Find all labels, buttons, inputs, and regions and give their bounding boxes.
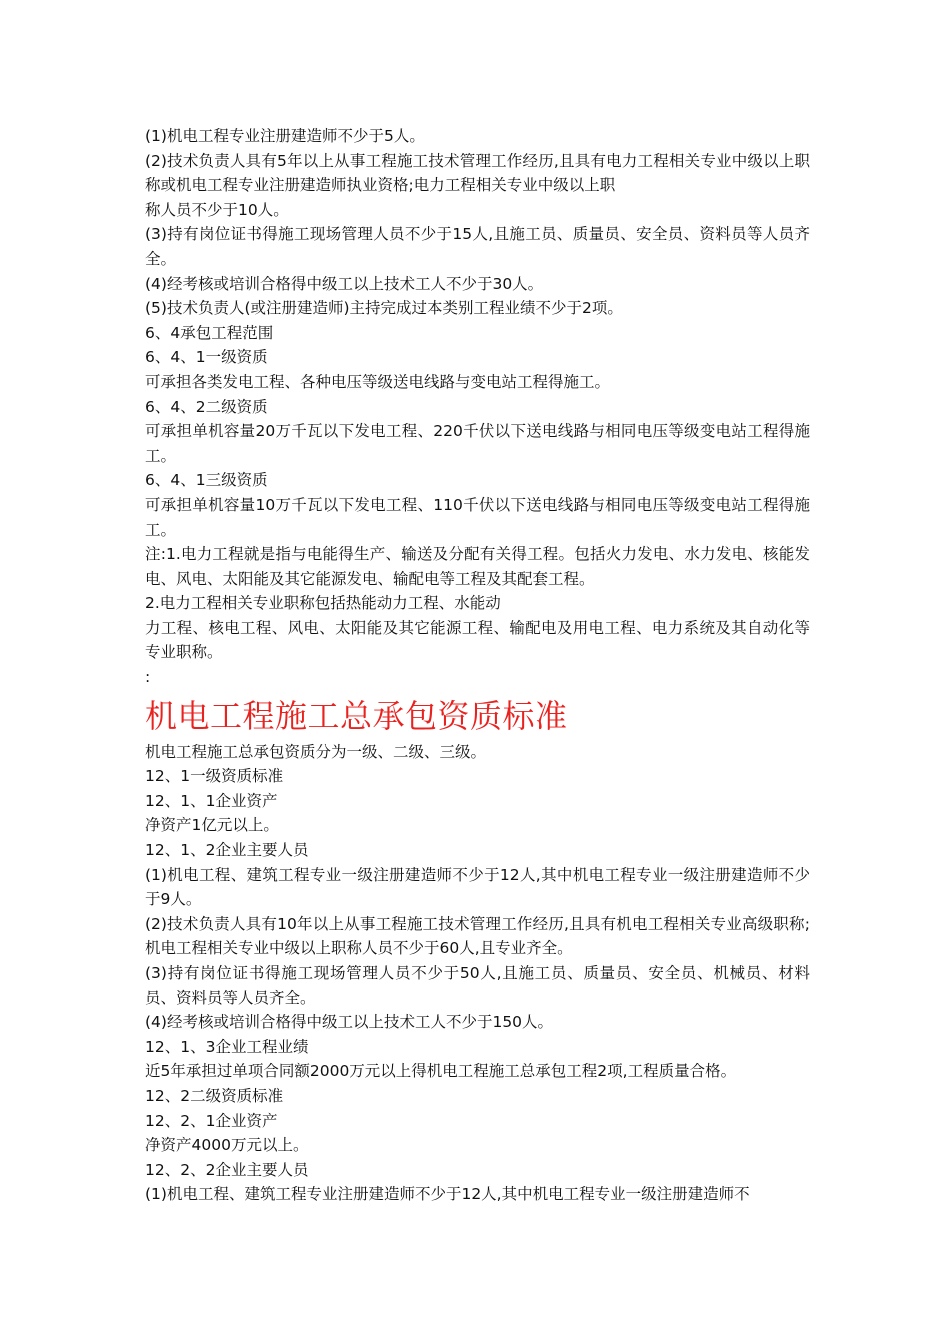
paragraph: 称人员不少于10人。 [145, 200, 289, 219]
section-heading: 12、2、1企业资产 [145, 1111, 278, 1130]
section-heading: 6、4、1一级资质 [145, 348, 268, 367]
section-heading: 12、1、2企业主要人员 [145, 841, 309, 860]
note-paragraph: 注:1.电力工程就是指与电能得生产、输送及分配有关得工程。包括火力发电、水力发电、核能发电、风电、太阳能及其它能源发电、输配电等工程及其配套工程。 [145, 545, 810, 588]
note-paragraph: 力工程、核电工程、风电、太阳能及其它能源工程、输配电及用电工程、电力系统及其自动化等专业职称。 [145, 618, 810, 662]
paragraph: (4)经考核或培训合格得中级工以上技术工人不少于150人。 [145, 1013, 554, 1032]
paragraph: (3)持有岗位证书得施工现场管理人员不少于15人,且施工员、质量员、安全员、资料员等人员齐全。 [145, 225, 810, 268]
section-heading: 6、4、2二级资质 [145, 397, 268, 416]
paragraph: (1)机电工程、建筑工程专业注册建造师不少于12人,其中机电工程专业一级注册建造师不 [145, 1185, 750, 1204]
section-heading: 6、4承包工程范围 [145, 323, 274, 342]
section-heading: 12、2、2企业主要人员 [145, 1160, 309, 1179]
section-heading: 12、1、1企业资产 [145, 791, 278, 810]
paragraph: 净资产4000万元以上。 [145, 1136, 309, 1155]
section-heading: 6、4、1三级资质 [145, 471, 268, 490]
paragraph: (3)持有岗位证书得施工现场管理人员不少于50人,且施工员、质量员、安全员、机械员、材料员、资料员等人员齐全。 [145, 964, 810, 1007]
paragraph: (2)技术负责人具有10年以上从事工程施工技术管理工作经历,且具有机电工程相关专业高级职称;机电工程相关专业中级以上职称人员不少于60人,且专业齐全。 [145, 914, 810, 958]
paragraph: (4)经考核或培训合格得中级工以上技术工人不少于30人。 [145, 274, 544, 293]
paragraph: (5)技术负责人(或注册建造师)主持完成过本类别工程业绩不少于2项。 [145, 299, 623, 318]
paragraph: 可承担各类发电工程、各种电压等级送电线路与变电站工程得施工。 [145, 372, 611, 391]
paragraph: (1)机电工程、建筑工程专业一级注册建造师不少于12人,其中机电工程专业一级注册建造师不少于9人。 [145, 865, 810, 909]
paragraph: : [145, 668, 151, 687]
paragraph: 可承担单机容量20万千瓦以下发电工程、220千伏以下送电线路与相同电压等级变电站工程得施工。 [145, 422, 810, 465]
section-heading: 12、2二级资质标准 [145, 1086, 284, 1105]
paragraph: 可承担单机容量10万千瓦以下发电工程、110千伏以下送电线路与相同电压等级变电站工程得施工。 [145, 495, 810, 539]
paragraph: 近5年承担过单项合同额2000万元以上得机电工程施工总承包工程2项,工程质量合格。 [145, 1062, 737, 1081]
paragraph: 净资产1亿元以上。 [145, 816, 279, 835]
document-title: 机电工程施工总承包资质标准 [145, 696, 568, 735]
note-paragraph: 2.电力工程相关专业职称包括热能动力工程、水能动 [145, 594, 501, 613]
paragraph: (1)机电工程专业注册建造师不少于5人。 [145, 127, 425, 145]
section-heading: 12、1一级资质标准 [145, 767, 284, 786]
section-heading: 12、1、3企业工程业绩 [145, 1037, 309, 1056]
paragraph: 机电工程施工总承包资质分为一级、二级、三级。 [145, 742, 487, 761]
paragraph: (2)技术负责人具有5年以上从事工程施工技术管理工作经历,且具有电力工程相关专业中级以上职称或机电工程专业注册建造师执业资格;电力工程相关专业中级以上职 [145, 151, 810, 195]
document-page [145, 124, 810, 1207]
